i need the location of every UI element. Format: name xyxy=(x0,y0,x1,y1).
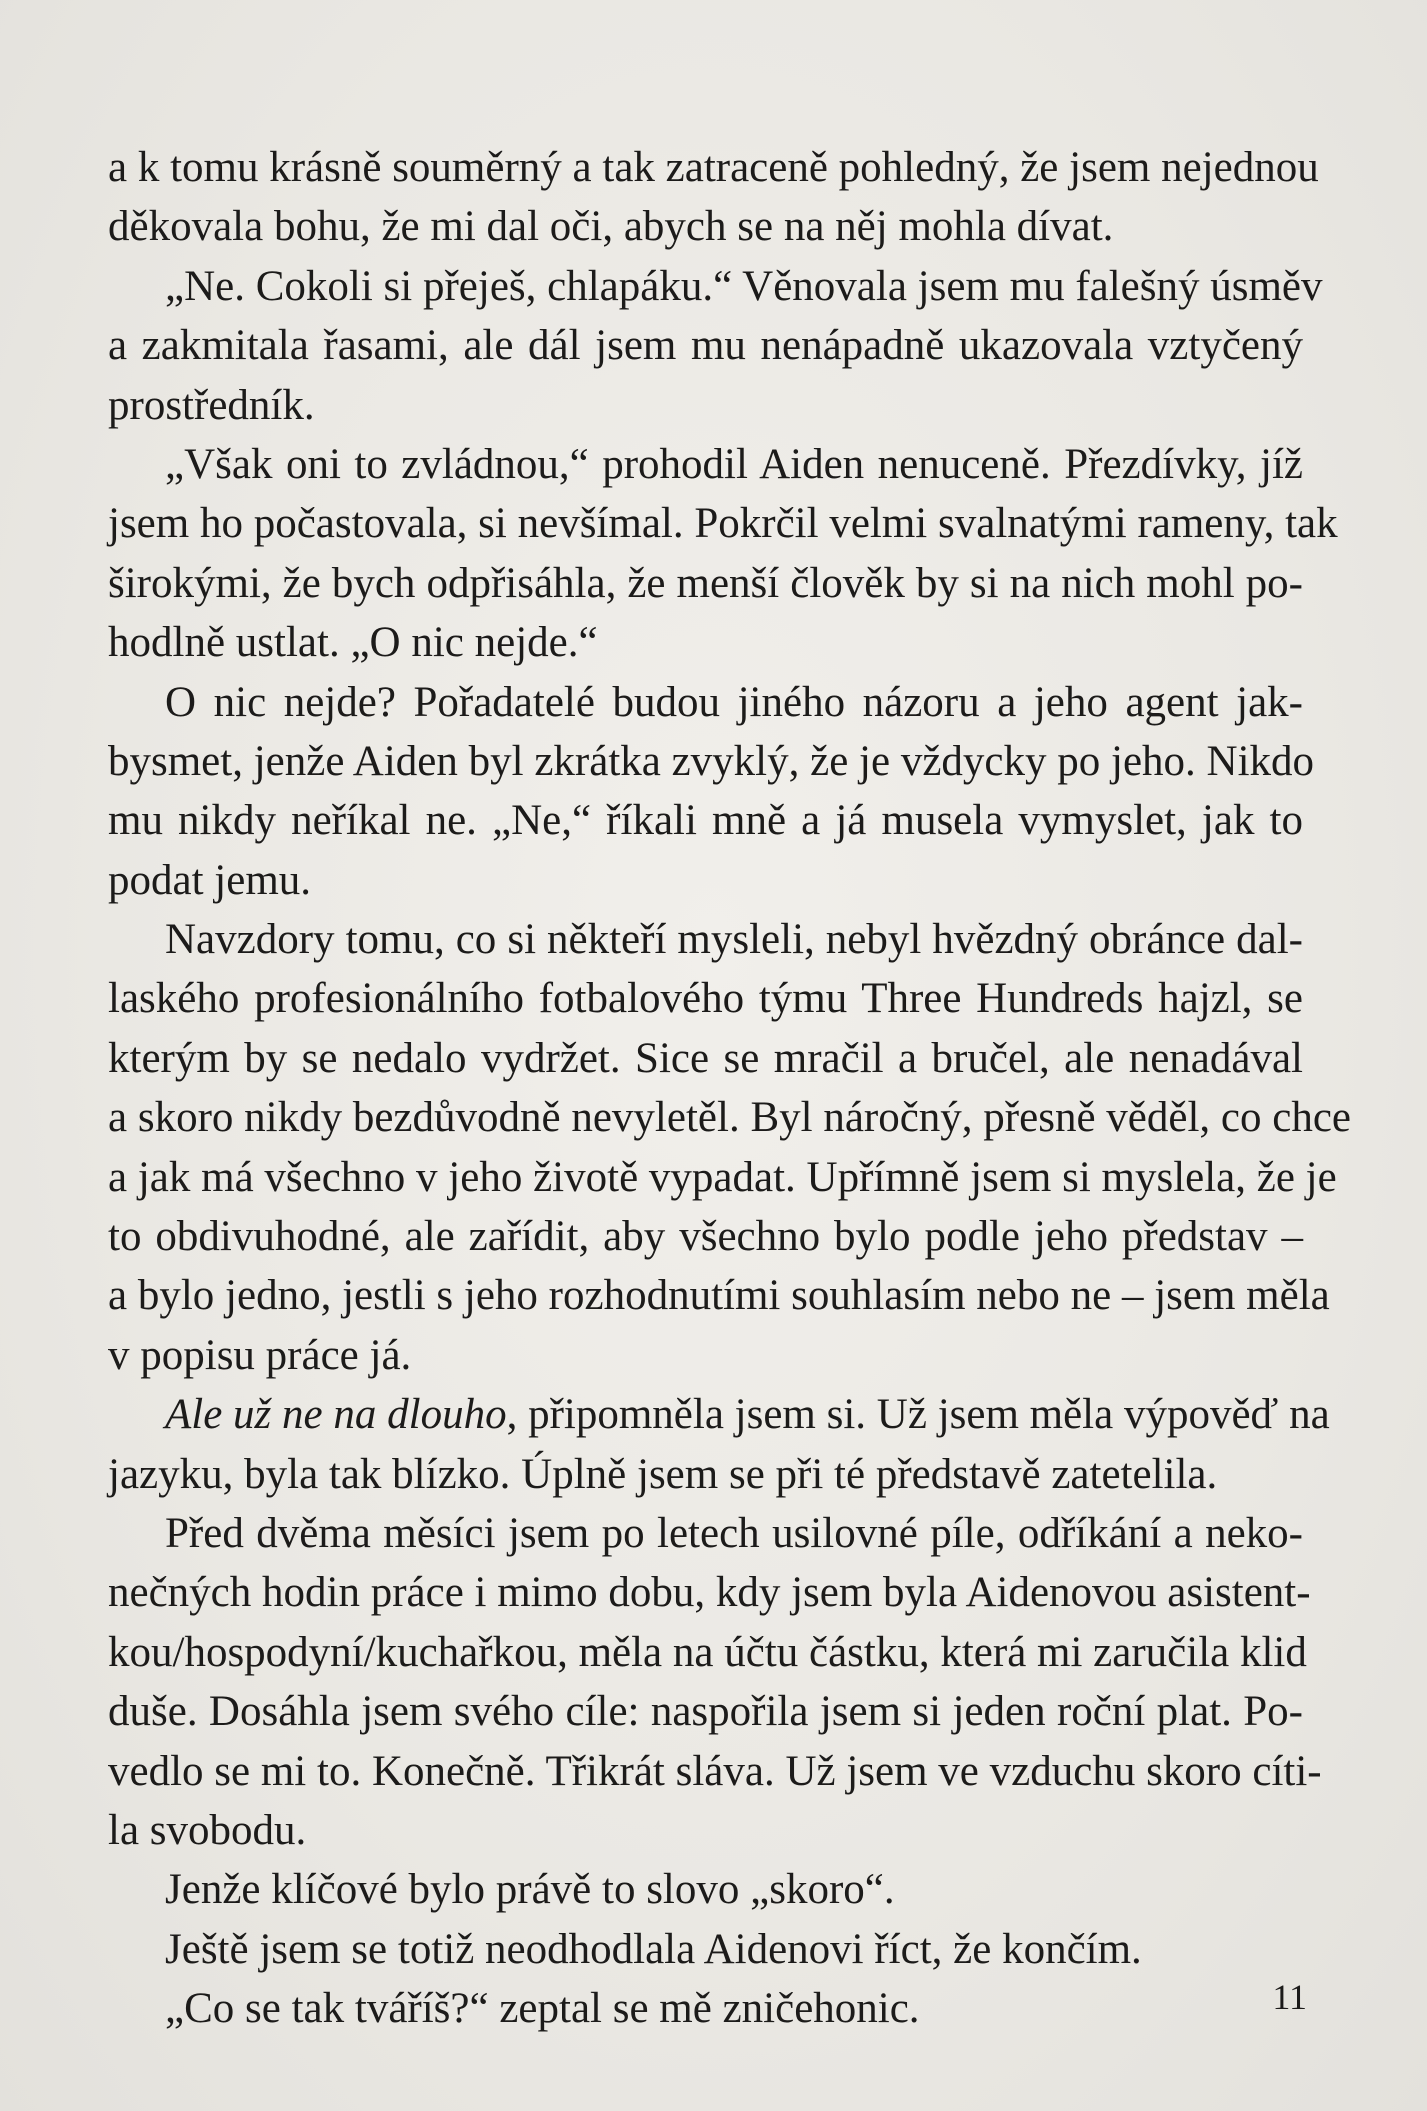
text-line: O nic nejde? Pořadatelé budou jiného názoru a jeho agent jak- xyxy=(165,678,1303,726)
text-line: la svobodu. xyxy=(108,1806,307,1854)
text-line: Ještě jsem se totiž neodhodlala Aidenovi říct, že končím. xyxy=(165,1925,1142,1973)
text-line: děkovala bohu, že mi dal oči, abych se na něj mohla dívat. xyxy=(108,203,1114,251)
text-line: a k tomu krásně souměrný a tak zatraceně pohledný, že jsem nejednou xyxy=(108,144,1319,191)
text-line: kou/hospodyní/kuchařkou, měla na účtu částku, která mi zaručila klid xyxy=(108,1628,1307,1676)
text-line: mu nikdy neříkal ne. „Ne,“ říkali mně a já musela vymyslet, jak to xyxy=(108,797,1303,845)
text-line: „Však oni to zvládnou,“ prohodil Aiden nenuceně. Přezdívky, jíž xyxy=(165,440,1303,488)
text-line: to obdivuhodné, ale zařídit, aby všechno bylo podle jeho představ – xyxy=(108,1213,1303,1261)
text-line: a bylo jedno, jestli s jeho rozhodnutími souhlasím nebo ne – jsem měla xyxy=(108,1272,1330,1320)
text-line: Navzdory tomu, co si někteří mysleli, nebyl hvězdný obránce dal- xyxy=(165,916,1303,964)
page-number: 11 xyxy=(1272,1977,1307,2017)
text-line: jazyku, byla tak blízko. Úplně jsem se při té představě zatetelila. xyxy=(108,1450,1218,1498)
text-line xyxy=(108,1385,1330,1444)
text-line: prostředník. xyxy=(108,381,315,429)
text-line: „Ne. Cokoli si přeješ, chlapáku.“ Věnovala jsem mu falešný úsměv xyxy=(165,262,1323,310)
text-line: laského profesionálního fotbalového týmu Three Hundreds hajzl, se xyxy=(108,975,1303,1023)
text-line: „Co se tak tváříš?“ zeptal se mě zničehonic. xyxy=(165,1985,920,2033)
text-line: nečných hodin práce i mimo dobu, kdy jsem byla Aidenovou asistent- xyxy=(108,1569,1311,1617)
text-line: Před dvěma měsíci jsem po letech usilovné píle, odříkání a neko- xyxy=(165,1509,1303,1557)
text-line: a skoro nikdy bezdůvodně nevyletěl. Byl náročný, přesně věděl, co chce xyxy=(108,1094,1351,1142)
text-line: a jak má všechno v jeho životě vypadat. Upřímně jsem si myslela, že je xyxy=(108,1153,1337,1201)
text-line: v popisu práce já. xyxy=(108,1331,412,1379)
text-line: podat jemu. xyxy=(108,856,312,904)
book-page-text xyxy=(108,138,1351,2039)
text-line: bysmet, jenže Aiden byl zkrátka zvyklý, že je vždycky po jeho. Nikdo xyxy=(108,737,1315,785)
text-line: Jenže klíčové bylo právě to slovo „skoro“. xyxy=(165,1866,895,1914)
text-line: duše. Dosáhla jsem svého cíle: naspořila jsem si jeden roční plat. Po- xyxy=(108,1688,1303,1736)
italic-phrase: Ale už ne na dlouho xyxy=(165,1391,507,1439)
text-line: kterým by se nedalo vydržet. Sice se mračil a bručel, ale nenadával xyxy=(108,1034,1303,1082)
text-line: širokými, že bych odpřisáhla, že menší člověk by si na nich mohl po- xyxy=(108,559,1303,607)
text-fragment: , připomněla jsem si. Už jsem měla výpověď na xyxy=(506,1391,1330,1439)
text-line: jsem ho počastovala, si nevšímal. Pokrčil velmi svalnatými rameny, tak xyxy=(108,500,1338,548)
text-line: a zakmitala řasami, ale dál jsem mu nenápadně ukazovala vztyčený xyxy=(108,322,1303,370)
text-line: vedlo se mi to. Konečně. Třikrát sláva. Už jsem ve vzduchu skoro cíti- xyxy=(108,1747,1322,1795)
text-line: hodlně ustlat. „O nic nejde.“ xyxy=(108,619,598,667)
